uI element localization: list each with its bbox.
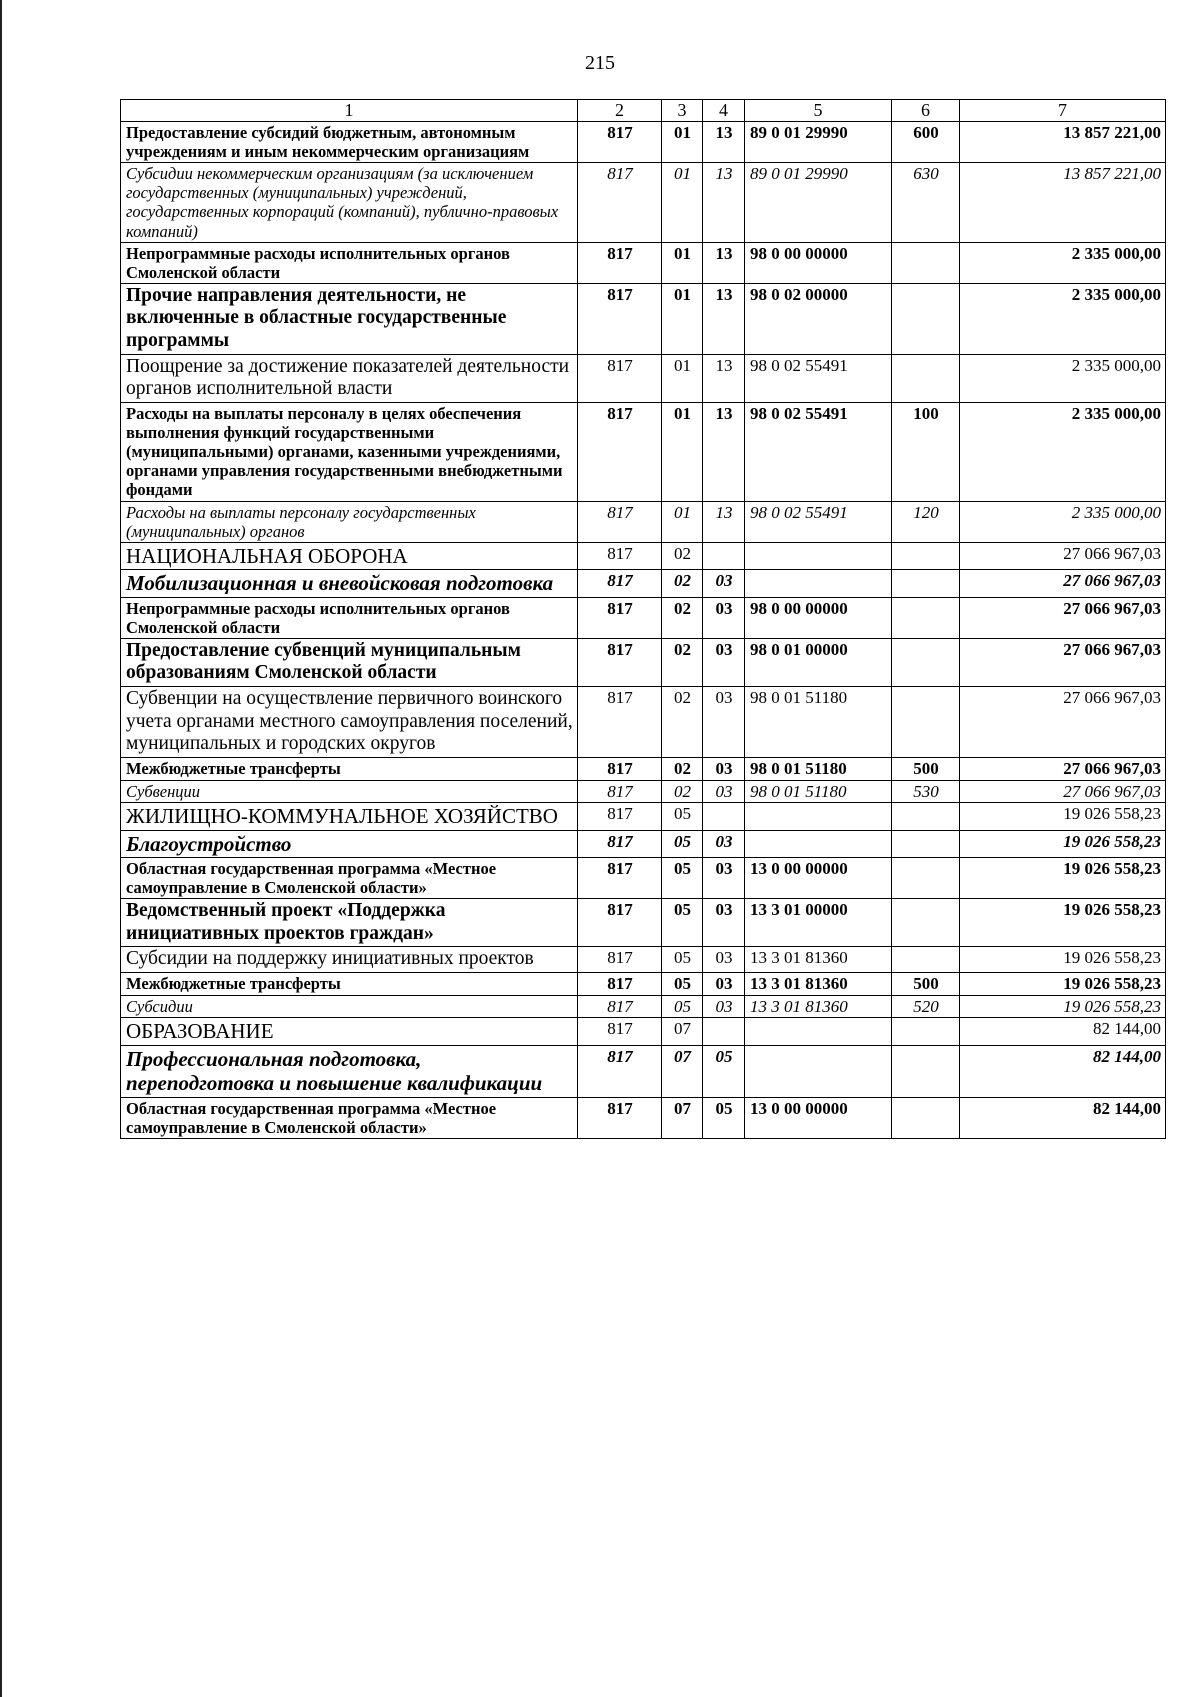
- subsection-code-cell: 03: [703, 947, 745, 973]
- section-code-cell: 05: [662, 857, 703, 898]
- item-name-cell: Областная государственная программа «Местное самоуправление в Смоленской области»: [121, 857, 578, 898]
- section-code-cell: 05: [662, 803, 703, 830]
- page-number: 215: [585, 52, 615, 74]
- table-row: [121, 947, 1166, 973]
- target-article-cell: [745, 570, 892, 597]
- section-code-cell: 02: [662, 757, 703, 780]
- expense-type-cell: [892, 830, 960, 857]
- ministry-code-cell: 817: [578, 803, 662, 830]
- amount-cell: 82 144,00: [960, 1045, 1166, 1097]
- subsection-code-cell: 03: [703, 857, 745, 898]
- amount-cell: 19 026 558,23: [960, 830, 1166, 857]
- expense-type-cell: [892, 542, 960, 569]
- target-article-cell: 98 0 01 51180: [745, 686, 892, 757]
- amount-cell: 19 026 558,23: [960, 973, 1166, 996]
- item-name-cell: Субсидии некоммерческим организациям (за исключением государственных (муниципальных) учреждений, государственных корпораций (компаний), публично-правовых компаний): [121, 163, 578, 243]
- item-name-cell: Субвенции на осуществление первичного воинского учета органами местного самоуправления поселений, муниципальных и городских округов: [121, 686, 578, 757]
- target-article-cell: 13 3 01 00000: [745, 899, 892, 947]
- target-article-cell: 98 0 01 00000: [745, 638, 892, 686]
- target-article-cell: 98 0 00 00000: [745, 597, 892, 638]
- table-row: [121, 830, 1166, 857]
- section-code-cell: 05: [662, 830, 703, 857]
- table-row: [121, 780, 1166, 803]
- item-name-cell: Прочие направления деятельности, не включенные в областные государственные программы: [121, 283, 578, 354]
- expense-type-cell: [892, 857, 960, 898]
- subsection-code-cell: 13: [703, 242, 745, 283]
- target-article-cell: 89 0 01 29990: [745, 163, 892, 243]
- target-article-cell: 13 3 01 81360: [745, 947, 892, 973]
- expense-type-cell: 100: [892, 402, 960, 501]
- section-code-cell: 02: [662, 638, 703, 686]
- ministry-code-cell: 817: [578, 780, 662, 803]
- target-article-cell: [745, 542, 892, 569]
- table-row: [121, 995, 1166, 1018]
- column-header: 7: [960, 100, 1166, 122]
- target-article-cell: 98 0 02 55491: [745, 354, 892, 402]
- expense-type-cell: [892, 947, 960, 973]
- ministry-code-cell: 817: [578, 1097, 662, 1138]
- table-row: [121, 570, 1166, 597]
- ministry-code-cell: 817: [578, 354, 662, 402]
- amount-cell: 2 335 000,00: [960, 242, 1166, 283]
- item-name-cell: ЖИЛИЩНО-КОММУНАЛЬНОЕ ХОЗЯЙСТВО: [121, 803, 578, 830]
- target-article-cell: 98 0 01 51180: [745, 757, 892, 780]
- expense-type-cell: [892, 597, 960, 638]
- expense-type-cell: 500: [892, 973, 960, 996]
- item-name-cell: НАЦИОНАЛЬНАЯ ОБОРОНА: [121, 542, 578, 569]
- expense-type-cell: 630: [892, 163, 960, 243]
- amount-cell: 27 066 967,03: [960, 597, 1166, 638]
- subsection-code-cell: [703, 803, 745, 830]
- subsection-code-cell: 13: [703, 121, 745, 162]
- item-name-cell: Субвенции: [121, 780, 578, 803]
- target-article-cell: 89 0 01 29990: [745, 121, 892, 162]
- amount-cell: 82 144,00: [960, 1018, 1166, 1045]
- target-article-cell: [745, 803, 892, 830]
- column-header: 2: [578, 100, 662, 122]
- subsection-code-cell: 03: [703, 757, 745, 780]
- section-code-cell: 02: [662, 570, 703, 597]
- item-name-cell: Благоустройство: [121, 830, 578, 857]
- section-code-cell: 01: [662, 354, 703, 402]
- section-code-cell: 07: [662, 1045, 703, 1097]
- table-row: [121, 757, 1166, 780]
- ministry-code-cell: 817: [578, 857, 662, 898]
- item-name-cell: Непрограммные расходы исполнительных органов Смоленской области: [121, 597, 578, 638]
- target-article-cell: 13 3 01 81360: [745, 973, 892, 996]
- table-row: [121, 857, 1166, 898]
- target-article-cell: 13 3 01 81360: [745, 995, 892, 1018]
- table-row: [121, 686, 1166, 757]
- amount-cell: 27 066 967,03: [960, 686, 1166, 757]
- section-code-cell: 05: [662, 947, 703, 973]
- subsection-code-cell: 03: [703, 973, 745, 996]
- table-row: [121, 638, 1166, 686]
- expense-type-cell: [892, 354, 960, 402]
- target-article-cell: 13 0 00 00000: [745, 857, 892, 898]
- item-name-cell: Субсидии: [121, 995, 578, 1018]
- expense-type-cell: [892, 638, 960, 686]
- target-article-cell: 13 0 00 00000: [745, 1097, 892, 1138]
- expense-type-cell: 600: [892, 121, 960, 162]
- column-header: 4: [703, 100, 745, 122]
- ministry-code-cell: 817: [578, 638, 662, 686]
- expense-type-cell: [892, 242, 960, 283]
- expense-type-cell: 520: [892, 995, 960, 1018]
- table-row: [121, 242, 1166, 283]
- subsection-code-cell: 03: [703, 899, 745, 947]
- item-name-cell: Областная государственная программа «Местное самоуправление в Смоленской области»: [121, 1097, 578, 1138]
- subsection-code-cell: 03: [703, 995, 745, 1018]
- item-name-cell: Профессиональная подготовка, переподготовка и повышение квалификации: [121, 1045, 578, 1097]
- section-code-cell: 05: [662, 995, 703, 1018]
- expense-type-cell: [892, 283, 960, 354]
- ministry-code-cell: 817: [578, 242, 662, 283]
- table-row: [121, 542, 1166, 569]
- amount-cell: 27 066 967,03: [960, 542, 1166, 569]
- section-code-cell: 07: [662, 1097, 703, 1138]
- item-name-cell: Предоставление субвенций муниципальным образованиям Смоленской области: [121, 638, 578, 686]
- expense-type-cell: [892, 570, 960, 597]
- table-row: [121, 1018, 1166, 1045]
- section-code-cell: 02: [662, 780, 703, 803]
- ministry-code-cell: 817: [578, 899, 662, 947]
- table-row: [121, 501, 1166, 542]
- ministry-code-cell: 817: [578, 283, 662, 354]
- section-code-cell: 02: [662, 542, 703, 569]
- subsection-code-cell: 05: [703, 1097, 745, 1138]
- column-header: 1: [121, 100, 578, 122]
- section-code-cell: 01: [662, 501, 703, 542]
- subsection-code-cell: 13: [703, 402, 745, 501]
- amount-cell: 19 026 558,23: [960, 857, 1166, 898]
- section-code-cell: 07: [662, 1018, 703, 1045]
- section-code-cell: 01: [662, 402, 703, 501]
- amount-cell: 27 066 967,03: [960, 780, 1166, 803]
- ministry-code-cell: 817: [578, 597, 662, 638]
- subsection-code-cell: 03: [703, 570, 745, 597]
- expense-type-cell: 500: [892, 757, 960, 780]
- table-body: [121, 121, 1166, 1138]
- expense-type-cell: [892, 1045, 960, 1097]
- item-name-cell: Ведомственный проект «Поддержка инициативных проектов граждан»: [121, 899, 578, 947]
- item-name-cell: Предоставление субсидий бюджетным, автономным учреждениям и иным некоммерческим организациям: [121, 121, 578, 162]
- table-row: [121, 597, 1166, 638]
- amount-cell: 82 144,00: [960, 1097, 1166, 1138]
- amount-cell: 27 066 967,03: [960, 570, 1166, 597]
- expense-type-cell: [892, 1097, 960, 1138]
- amount-cell: 27 066 967,03: [960, 638, 1166, 686]
- ministry-code-cell: 817: [578, 1018, 662, 1045]
- table-row: [121, 121, 1166, 162]
- scan-left-edge: [0, 0, 2, 1697]
- table-row: [121, 354, 1166, 402]
- subsection-code-cell: 13: [703, 283, 745, 354]
- section-code-cell: 01: [662, 242, 703, 283]
- table-row: [121, 899, 1166, 947]
- subsection-code-cell: 13: [703, 501, 745, 542]
- ministry-code-cell: 817: [578, 121, 662, 162]
- column-header: 5: [745, 100, 892, 122]
- amount-cell: 27 066 967,03: [960, 757, 1166, 780]
- ministry-code-cell: 817: [578, 402, 662, 501]
- section-code-cell: 01: [662, 283, 703, 354]
- subsection-code-cell: 05: [703, 1045, 745, 1097]
- amount-cell: 19 026 558,23: [960, 803, 1166, 830]
- ministry-code-cell: 817: [578, 501, 662, 542]
- expense-type-cell: [892, 899, 960, 947]
- ministry-code-cell: 817: [578, 947, 662, 973]
- item-name-cell: Расходы на выплаты персоналу государственных (муниципальных) органов: [121, 501, 578, 542]
- expense-type-cell: [892, 803, 960, 830]
- item-name-cell: Непрограммные расходы исполнительных органов Смоленской области: [121, 242, 578, 283]
- amount-cell: 19 026 558,23: [960, 995, 1166, 1018]
- table-row: [121, 402, 1166, 501]
- column-number-row: [121, 100, 1166, 122]
- ministry-code-cell: 817: [578, 686, 662, 757]
- column-header: 6: [892, 100, 960, 122]
- ministry-code-cell: 817: [578, 163, 662, 243]
- target-article-cell: [745, 830, 892, 857]
- expense-type-cell: 120: [892, 501, 960, 542]
- ministry-code-cell: 817: [578, 570, 662, 597]
- ministry-code-cell: 817: [578, 757, 662, 780]
- table-row: [121, 1097, 1166, 1138]
- subsection-code-cell: [703, 542, 745, 569]
- amount-cell: 2 335 000,00: [960, 501, 1166, 542]
- amount-cell: 2 335 000,00: [960, 354, 1166, 402]
- amount-cell: 2 335 000,00: [960, 402, 1166, 501]
- subsection-code-cell: 03: [703, 597, 745, 638]
- amount-cell: 2 335 000,00: [960, 283, 1166, 354]
- amount-cell: 13 857 221,00: [960, 121, 1166, 162]
- subsection-code-cell: 13: [703, 354, 745, 402]
- target-article-cell: 98 0 02 55491: [745, 402, 892, 501]
- target-article-cell: 98 0 00 00000: [745, 242, 892, 283]
- expense-type-cell: [892, 1018, 960, 1045]
- table-row: [121, 1045, 1166, 1097]
- subsection-code-cell: 13: [703, 163, 745, 243]
- expense-type-cell: 530: [892, 780, 960, 803]
- expense-type-cell: [892, 686, 960, 757]
- section-code-cell: 02: [662, 597, 703, 638]
- table-row: [121, 973, 1166, 996]
- subsection-code-cell: 03: [703, 780, 745, 803]
- table-row: [121, 803, 1166, 830]
- section-code-cell: 01: [662, 163, 703, 243]
- table-row: [121, 163, 1166, 243]
- item-name-cell: ОБРАЗОВАНИЕ: [121, 1018, 578, 1045]
- ministry-code-cell: 817: [578, 1045, 662, 1097]
- item-name-cell: Межбюджетные трансферты: [121, 757, 578, 780]
- column-header: 3: [662, 100, 703, 122]
- subsection-code-cell: 03: [703, 686, 745, 757]
- target-article-cell: [745, 1045, 892, 1097]
- section-code-cell: 02: [662, 686, 703, 757]
- amount-cell: 19 026 558,23: [960, 899, 1166, 947]
- subsection-code-cell: 03: [703, 830, 745, 857]
- target-article-cell: 98 0 02 00000: [745, 283, 892, 354]
- ministry-code-cell: 817: [578, 830, 662, 857]
- item-name-cell: Расходы на выплаты персоналу в целях обеспечения выполнения функций государственными (муниципальными) органами, казенными учреждениями, органами управления государственными внебюджетными фондами: [121, 402, 578, 501]
- item-name-cell: Межбюджетные трансферты: [121, 973, 578, 996]
- subsection-code-cell: 03: [703, 638, 745, 686]
- item-name-cell: Субсидии на поддержку инициативных проектов: [121, 947, 578, 973]
- table-row: [121, 283, 1166, 354]
- amount-cell: 19 026 558,23: [960, 947, 1166, 973]
- amount-cell: 13 857 221,00: [960, 163, 1166, 243]
- ministry-code-cell: 817: [578, 542, 662, 569]
- subsection-code-cell: [703, 1018, 745, 1045]
- budget-table: [120, 99, 1166, 1139]
- section-code-cell: 05: [662, 973, 703, 996]
- item-name-cell: Поощрение за достижение показателей деятельности органов исполнительной власти: [121, 354, 578, 402]
- item-name-cell: Мобилизационная и вневойсковая подготовка: [121, 570, 578, 597]
- ministry-code-cell: 817: [578, 973, 662, 996]
- target-article-cell: 98 0 01 51180: [745, 780, 892, 803]
- section-code-cell: 01: [662, 121, 703, 162]
- target-article-cell: 98 0 02 55491: [745, 501, 892, 542]
- target-article-cell: [745, 1018, 892, 1045]
- section-code-cell: 05: [662, 899, 703, 947]
- ministry-code-cell: 817: [578, 995, 662, 1018]
